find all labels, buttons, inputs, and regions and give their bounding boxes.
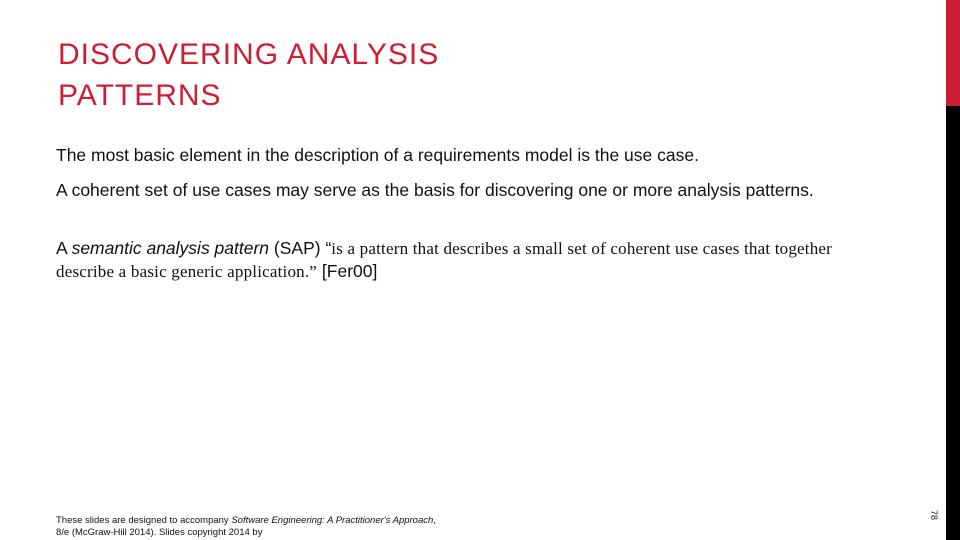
sap-middle: (SAP) “ <box>269 238 332 258</box>
analysis-patterns-paragraph: A coherent set of use cases may serve as the basis for discovering one or more analysis patterns. <box>56 180 814 200</box>
slide-title <box>58 34 758 116</box>
slide-title-line-1: DISCOVERING ANALYSIS <box>58 38 440 71</box>
sap-term: semantic analysis pattern <box>71 238 270 258</box>
red-accent-bar <box>946 0 960 106</box>
use-case-paragraph: The most basic element in the description of a requirements model is the use case. <box>56 145 699 165</box>
sap-definition-quote: is a pattern that describes a small set of coherent use cases that together describe a basic generic application.” <box>56 239 833 281</box>
semantic-analysis-pattern-paragraph <box>56 237 866 283</box>
slide-title-line-2: PATTERNS <box>58 79 222 112</box>
footer-book-title: Software Engineering: A Practitioner's Approach <box>231 515 434 526</box>
page-number: 78 <box>929 509 939 520</box>
sap-reference: [Fer00] <box>317 261 378 281</box>
footer-prefix: These slides are designed to accompany <box>56 515 232 526</box>
copyright-footer <box>56 515 446 539</box>
footer-suffix: , 8/e (McGraw-Hill 2014). Slides copyright 2014 by <box>56 515 436 538</box>
sap-prefix: A <box>56 238 72 258</box>
